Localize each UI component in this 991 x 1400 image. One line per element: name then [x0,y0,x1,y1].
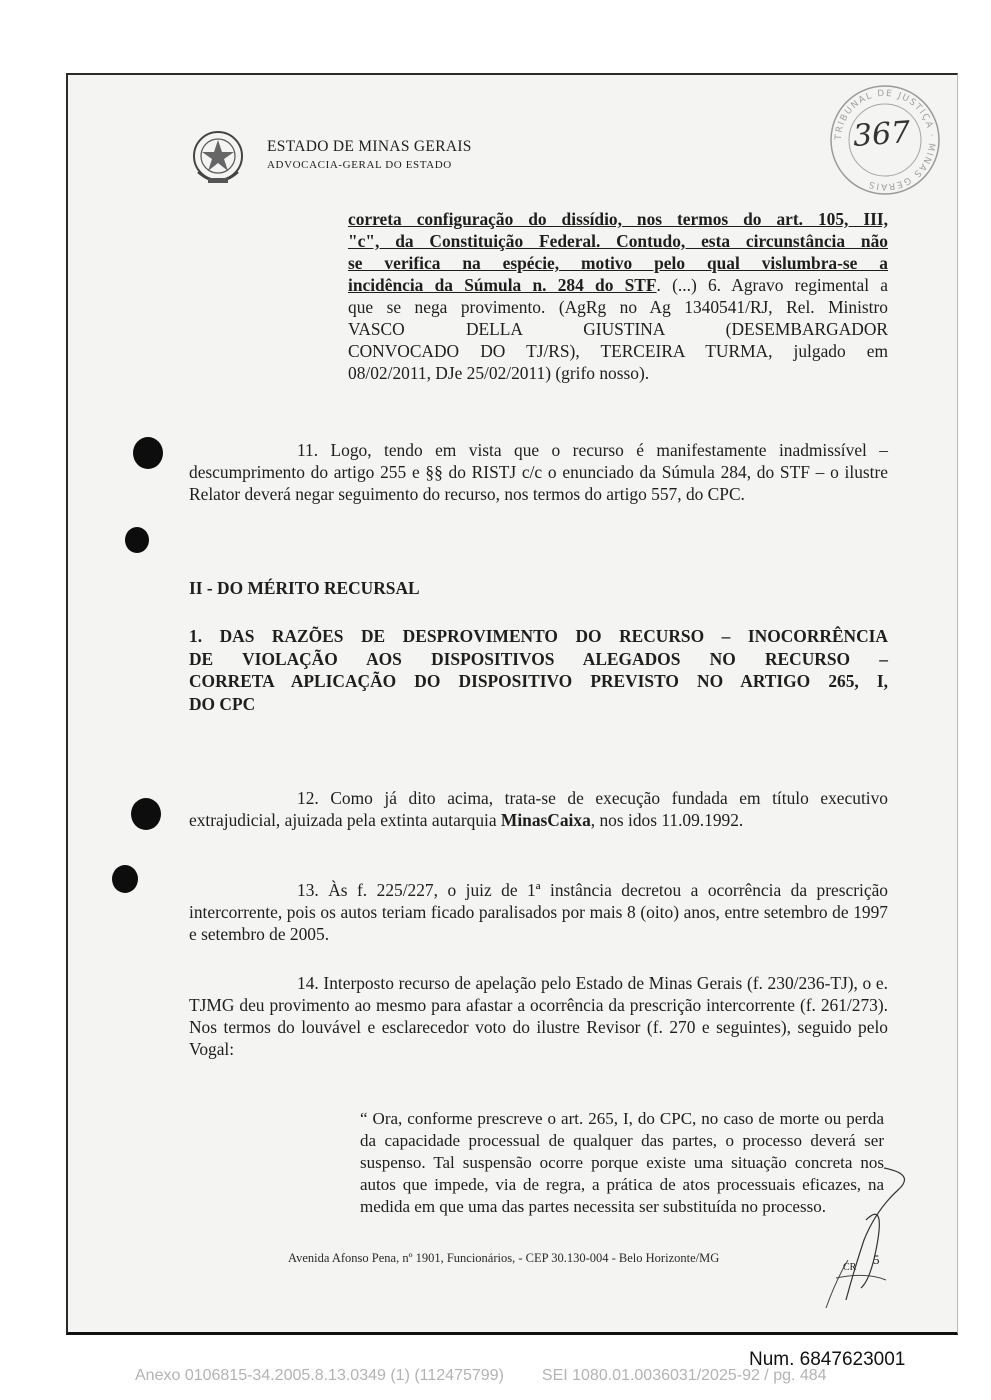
coat-of-arms-icon [190,128,246,188]
quote-line: "c", da Constituição Federal. Contudo, esta circunstância não [348,231,888,251]
annex-line [135,1367,827,1385]
heading-line: 1. DAS RAZÕES DE DESPROVIMENTO DO RECURSO – INOCORRÊNCIA [189,626,888,646]
paragraph-text: , nos idos 11.09.1992. [590,810,744,830]
signature-scribble [806,1160,916,1310]
punch-hole [112,865,138,893]
paragraph-11 [189,439,888,505]
punch-hole [131,798,161,830]
paragraph-text: 12. Como já dito acima, trata-se de execução fundada em título executivo extrajudicial, ajuizada pela extinta autarquia [189,788,888,830]
subsection-heading [189,625,888,715]
quote-line: se verifica na espécie, motivo pelo qual vislumbra-se a [348,253,888,273]
punch-hole [133,437,163,469]
heading-line: DO CPC [189,693,256,714]
footer-initials: CR [843,1262,857,1273]
punch-hole [125,527,149,553]
quote-rest: . (...) 6. Agravo regimental a [656,275,888,295]
page-number: 5 [873,1252,880,1267]
stamp-ring-text: TRIBUNAL DE JUSTIÇA · MINAS GERAIS [833,88,937,192]
heading-line: DE VIOLAÇÃO AOS DISPOSITIVOS ALEGADOS NO RECURSO – [189,648,888,669]
quote-line: 08/02/2011, DJe 25/02/2011) (grifo nosso). [348,363,650,383]
quote-line: CONVOCADO DO TJ/RS), TERCEIRA TURMA, julgado em [348,341,888,361]
paragraph-text: 13. Às f. 225/227, o juiz de 1ª instância decretou a ocorrência da prescrição intercorrente, pois os autos teriam ficado paralisados por mais 8 (oito) anos, entre setembro de 1997 e setembro de 2005. [189,880,888,944]
quote-bold: incidência da Súmula n. 284 do STF [348,275,657,295]
paragraph-13 [189,879,888,945]
quoted-vote: “ Ora, conforme prescreve o art. 265, I, do CPC, no caso de morte ou perda da capacidade processual de qualquer das partes, o processo deverá ser suspenso. Tal suspensão ocorre porque existe uma situação concreta nos autos que impede, via de regra, a prática de atos processuais eficazes, na medida em que uma das partes necessita ser substituída no processo. [360,1109,884,1216]
quote-line: VASCO DELLA GIUSTINA (DESEMBARGADOR [348,319,888,339]
header-title: ESTADO DE MINAS GERAIS [267,138,472,155]
header-subtitle: ADVOCACIA-GERAL DO ESTADO [267,159,452,171]
quoted-jurisprudence [348,208,888,384]
quote-line [348,274,888,296]
section-title: II - DO MÉRITO RECURSAL [189,578,420,598]
annex-reference: Anexo 0106815-34.2005.8.13.0349 (1) (112475799) [135,1367,504,1384]
sei-reference: SEI 1080.01.0036031/2025-92 / pg. 484 [541,1367,827,1384]
paragraph-text: 14. Interposto recurso de apelação pelo Estado de Minas Gerais (f. 230/236-TJ), o e. TJMG deu provimento ao mesmo para afastar a ocorrência da prescrição intercorrente (f. 261/273). Nos termos do louvável e esclarecedor voto do ilustre Revisor (f. 270 e seguintes), seguido pelo Vogal: [189,973,888,1059]
stamp-number: 367 [851,115,912,154]
document-number: Num. 6847623001 [749,1349,906,1370]
quote-line: que se nega provimento. (AgRg no Ag 1340541/RJ, Rel. Ministro [348,297,888,317]
paragraph-12 [189,787,888,831]
paragraph-14 [189,972,888,1060]
footer-address: Avenida Afonso Pena, nº 1901, Funcionários, - CEP 30.130-004 - Belo Horizonte/MG [288,1251,720,1265]
paragraph-text: 11. Logo, tendo em vista que o recurso é manifestamente inadmissível – descumprimento do artigo 255 e §§ do RISTJ c/c o enunciado da Súmula 284, do STF – o ilustre Relator deverá negar seguimento do recurso, nos termos do artigo 557, do CPC. [189,440,888,504]
quote-line: correta configuração do dissídio, nos termos do art. 105, III, [348,209,888,229]
heading-line: CORRETA APLICAÇÃO DO DISPOSITIVO PREVISTO NO ARTIGO 265, I, [189,671,888,691]
paragraph-bold: MinasCaixa [500,810,591,830]
